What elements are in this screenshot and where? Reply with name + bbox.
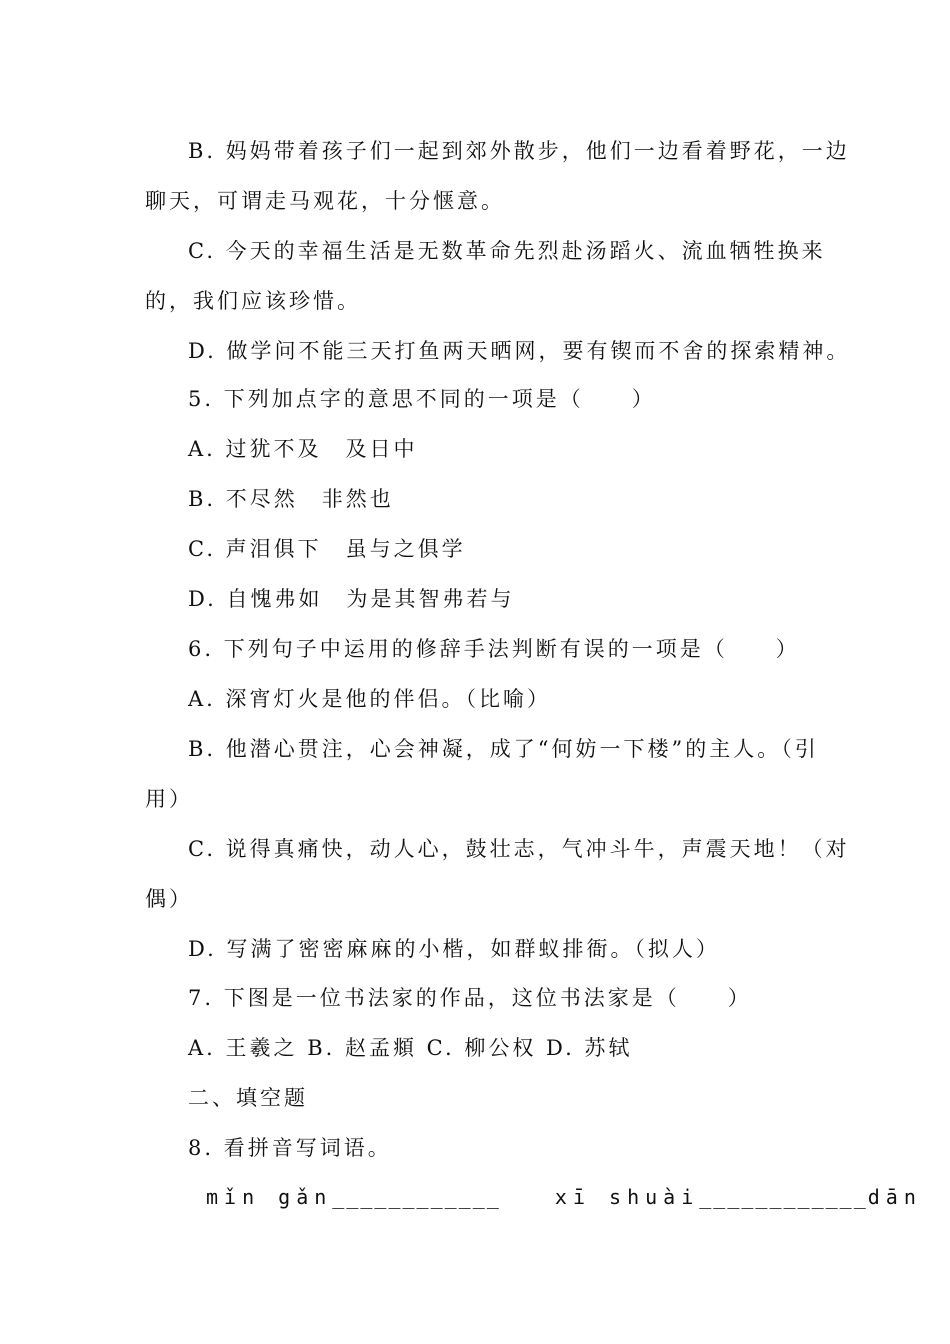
- pinyin-word-2: xī shuài: [554, 1185, 700, 1209]
- option-4b-line-1: B. 妈妈带着孩子们一起到郊外散步，他们一边看着野花，一边: [188, 139, 850, 163]
- question-6: 6. 下列句子中运用的修辞手法判断有误的一项是（ ）: [188, 637, 800, 661]
- question-5: 5. 下列加点字的意思不同的一项是（ ）: [188, 387, 656, 411]
- pinyin-word-1: mǐn gǎn: [206, 1185, 333, 1209]
- answer-blank-1[interactable]: ____________: [332, 1185, 501, 1209]
- options-7: A. 王羲之 B. 赵孟頫 C. 柳公权 D. 苏轼: [188, 1036, 633, 1060]
- option-5c: C. 声泪俱下 虽与之俱学: [188, 537, 466, 561]
- option-6c-line-2: 偶）: [145, 887, 193, 911]
- option-6b-line-1: B. 他潜心贯注，心会神凝，成了“何妨一下楼”的主人。（引: [188, 737, 819, 761]
- question-7: 7. 下图是一位书法家的作品，这位书法家是（ ）: [188, 986, 752, 1010]
- option-4c-line-2: 的，我们应该珍惜。: [145, 289, 361, 313]
- option-5d: D. 自愧弗如 为是其智弗若与: [188, 587, 515, 611]
- option-5b: B. 不尽然 非然也: [188, 487, 394, 511]
- pinyin-word-3: dān: [867, 1185, 922, 1209]
- option-4b-line-2: 聊天，可谓走马观花，十分惬意。: [145, 189, 505, 213]
- option-6b-line-2: 用）: [145, 787, 193, 811]
- pinyin-row: [206, 1183, 922, 1211]
- question-8: 8. 看拼音写词语。: [188, 1136, 392, 1160]
- option-4d: D. 做学问不能三天打鱼两天晒网，要有锲而不舍的探索精神。: [188, 339, 851, 363]
- option-4c-line-1: C. 今天的幸福生活是无数革命先烈赴汤蹈火、流血牺牲换来: [188, 239, 826, 263]
- option-6d: D. 写满了密密麻麻的小楷，如群蚁排衙。（拟人）: [188, 937, 720, 961]
- option-6c-line-1: C. 说得真痛快，动人心，鼓壮志，气冲斗牛，声震天地！（对: [188, 837, 850, 861]
- answer-blank-2[interactable]: ____________: [699, 1185, 868, 1209]
- option-6a: A. 深宵灯火是他的伴侣。（比喻）: [188, 687, 552, 711]
- section-heading-fill-in: 二、填空题: [188, 1086, 308, 1110]
- option-5a: A. 过犹不及 及日中: [188, 437, 418, 461]
